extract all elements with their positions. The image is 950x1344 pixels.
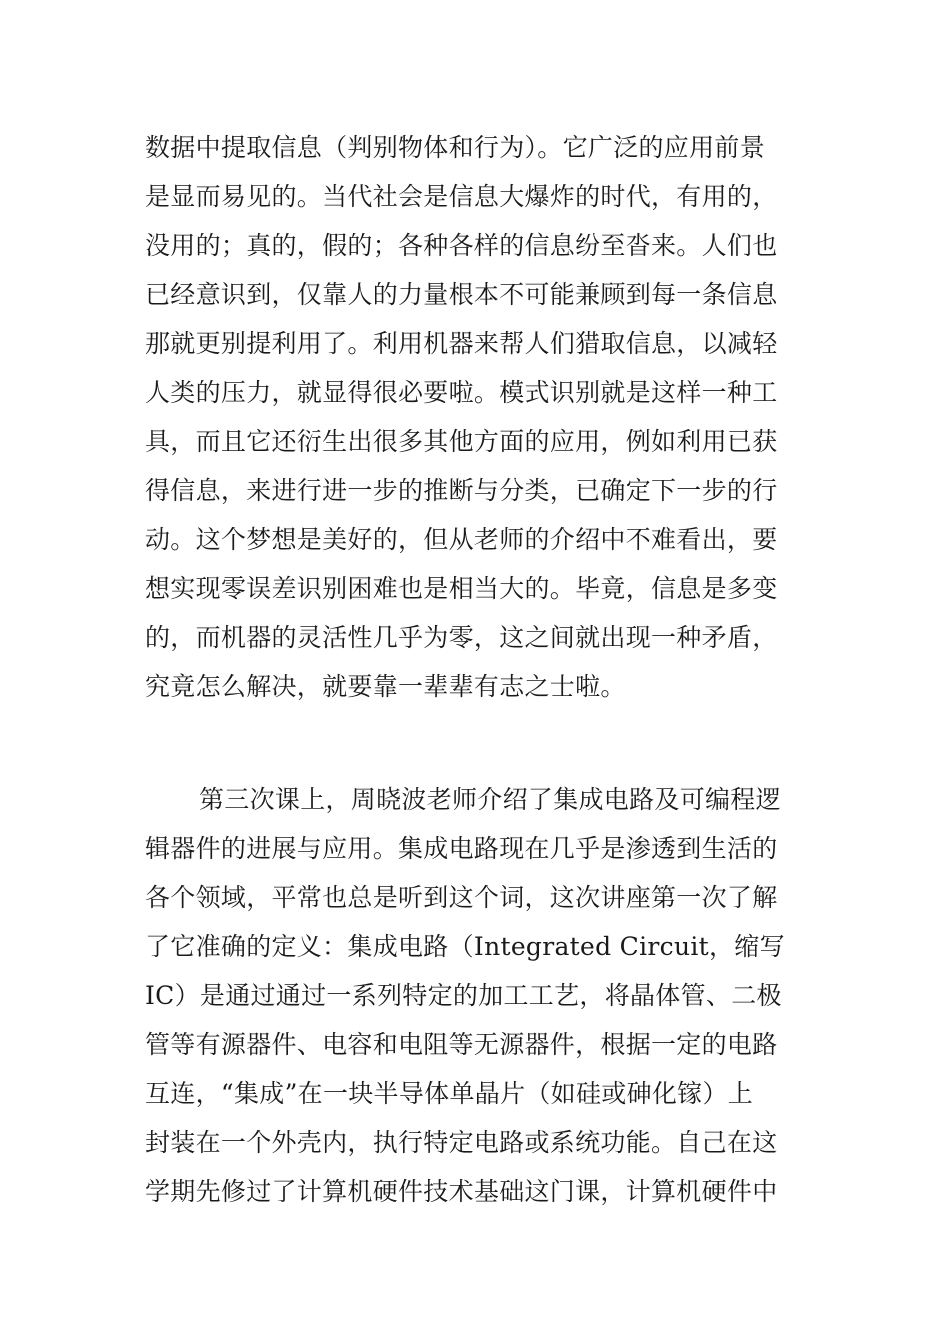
text-line: 封装在一个外壳内，执行特定电路或系统功能。自己在这 — [145, 1128, 778, 1157]
text-line: 学期先修过了计算机硬件技术基础这门课，计算机硬件中 — [145, 1177, 778, 1206]
text-line: 已经意识到，仅靠人的力量根本不可能兼顾到每一条信息 — [145, 280, 778, 309]
text-line: 第三次课上，周晓波老师介绍了集成电路及可编程逻 — [199, 785, 781, 814]
text-line: 究竟怎么解决，就要靠一辈辈有志之士啦。 — [145, 672, 626, 701]
text-line: 互连，“集成”在一块半导体单晶片（如硅或砷化镓）上 — [145, 1079, 754, 1108]
text-line: 没用的；真的，假的；各种各样的信息纷至沓来。人们也 — [145, 231, 778, 260]
text-line: 辑器件的进展与应用。集成电路现在几乎是渗透到生活的 — [145, 834, 778, 863]
text-line: 管等有源器件、电容和电阻等无源器件，根据一定的电路 — [145, 1030, 778, 1059]
text-line: 那就更别提利用了。利用机器来帮人们猎取信息，以减轻 — [145, 329, 778, 358]
text-line: 人类的压力，就显得很必要啦。模式识别就是这样一种工 — [145, 378, 778, 407]
text-line: 是显而易见的。当代社会是信息大爆炸的时代，有用的， — [145, 182, 778, 211]
text-line: 具，而且它还衍生出很多其他方面的应用，例如利用已获 — [145, 427, 778, 456]
text-line: 想实现零误差识别困难也是相当大的。毕竟，信息是多变 — [145, 574, 778, 603]
text-line: 动。这个梦想是美好的，但从老师的介绍中不难看出，要 — [145, 525, 778, 554]
text-line: 的，而机器的灵活性几乎为零，这之间就出现一种矛盾， — [145, 623, 778, 652]
text-line: 数据中提取信息（判别物体和行为）。它广泛的应用前景 — [145, 133, 766, 162]
text-line: IC）是通过通过一系列特定的加工工艺，将晶体管、二极 — [145, 981, 782, 1010]
text-line: 各个领域，平常也总是听到这个词，这次讲座第一次了解 — [145, 883, 778, 912]
text-line: 了它准确的定义：集成电路（Integrated Circuit，缩写 — [145, 932, 785, 961]
text-line: 得信息，来进行进一步的推断与分类，已确定下一步的行 — [145, 476, 778, 505]
